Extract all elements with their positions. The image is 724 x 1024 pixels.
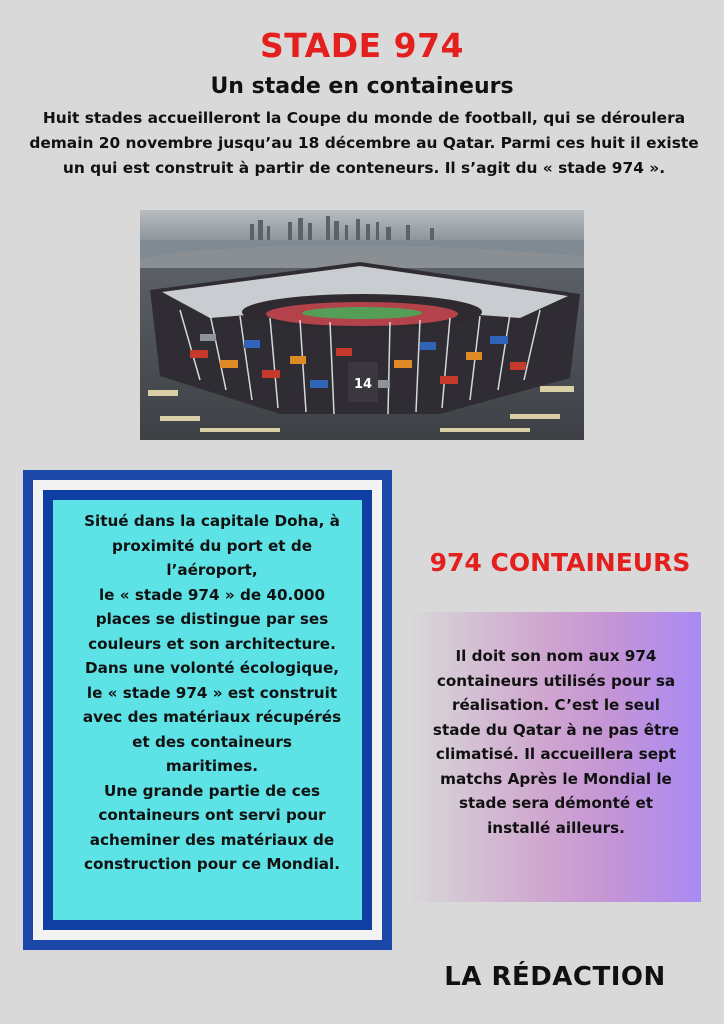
info-box-text bbox=[52, 509, 372, 877]
gradient-line: installé ailleurs. bbox=[487, 818, 625, 837]
info-line: et des containeurs bbox=[132, 732, 292, 751]
gradient-line: matchs Après le Mondial le bbox=[440, 769, 672, 788]
info-line: construction pour ce Mondial. bbox=[84, 855, 340, 873]
stadium-number: 14 bbox=[353, 377, 373, 392]
section-title: 974 CONTAINEURS bbox=[429, 548, 691, 577]
info-line: l’aéroport, bbox=[166, 561, 258, 579]
info-line: le « stade 974 » est construit bbox=[86, 683, 338, 702]
info-line: proximité du port et de bbox=[111, 536, 312, 555]
intro-line: Huit stades accueilleront la Coupe du monde de football, qui se déroulera bbox=[42, 109, 686, 127]
intro-line: demain 20 novembre jusqu’au 18 décembre au Qatar. Parmi ces huit il existe bbox=[29, 134, 699, 152]
gradient-line: climatisé. Il accueillera sept bbox=[435, 745, 677, 763]
sky bbox=[140, 210, 584, 240]
page-subtitle: Un stade en containeurs bbox=[210, 74, 514, 99]
gradient-line: containeurs utilisés pour sa bbox=[436, 671, 676, 690]
gradient-line: réalisation. C’est le seul bbox=[451, 696, 661, 714]
info-line: maritimes. bbox=[165, 757, 259, 775]
info-line: containeurs ont servi pour bbox=[98, 806, 326, 824]
stadium-inner-green bbox=[302, 307, 422, 319]
info-line: avec des matériaux récupérés bbox=[82, 708, 342, 726]
info-line: Situé dans la capitale Doha, à bbox=[84, 512, 340, 530]
info-line: Dans une volonté écologique, bbox=[84, 659, 340, 677]
gradient-line: stade sera démonté et bbox=[458, 794, 654, 812]
gradient-line: Il doit son nom aux 974 bbox=[455, 647, 657, 665]
intro-line: un qui est construit à partir de conteneurs. Il s’agit du « stade 974 ». bbox=[62, 159, 666, 177]
info-line: places se distingue par ses bbox=[95, 610, 329, 628]
info-line: acheminer des matériaux de bbox=[89, 830, 335, 849]
info-line: couleurs et son architecture. bbox=[88, 634, 336, 653]
stadium-photo bbox=[140, 210, 584, 440]
gradient-line: stade du Qatar à ne pas être bbox=[432, 720, 680, 739]
info-line: Une grande partie de ces bbox=[103, 781, 321, 800]
info-line: le « stade 974 » de 40.000 bbox=[98, 585, 326, 604]
intro-paragraph bbox=[0, 106, 724, 181]
gradient-box-text bbox=[411, 644, 701, 840]
signature: LA RÉDACTION bbox=[444, 962, 666, 992]
page-title: STADE 974 bbox=[259, 26, 465, 65]
